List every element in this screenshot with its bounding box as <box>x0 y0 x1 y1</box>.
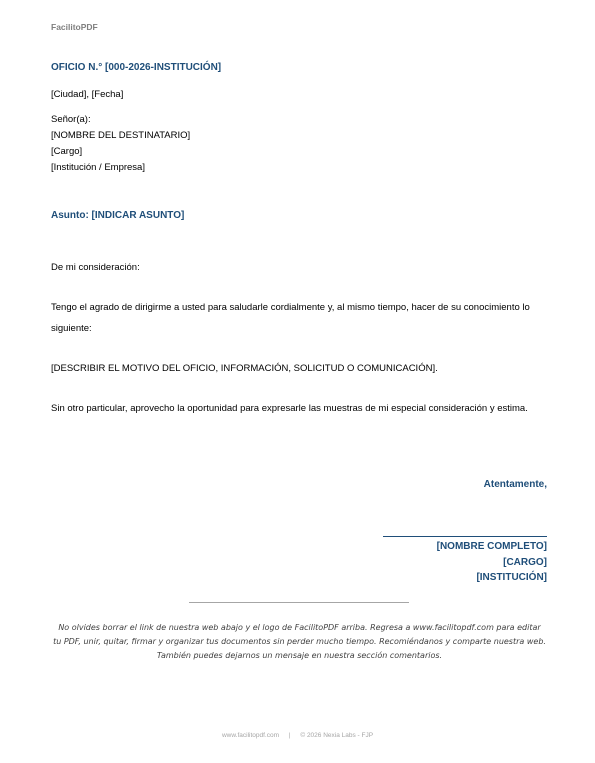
recipient-name: [NOMBRE DEL DESTINATARIO] <box>51 130 191 141</box>
page-footer <box>0 732 595 739</box>
signature-institution: [INSTITUCIÓN] <box>476 572 547 583</box>
signature-position: [CARGO] <box>503 556 547 568</box>
document-title: OFICIO N.° [000-2026-INSTITUCIÓN] <box>51 62 222 73</box>
editor-note <box>47 621 552 663</box>
closing: Atentamente, <box>483 479 547 490</box>
recipient-institution: [Institución / Empresa] <box>51 162 145 173</box>
footer-copyright: © 2026 Nexia Labs - FJP <box>300 732 374 739</box>
recipient-block <box>51 112 190 176</box>
editor-note-line-1: No olvides borrar el link de nuestra web abajo y el logo de FacilitoPDF arriba. Regresa a www.facilitopdf.com para editar <box>58 623 541 632</box>
footer-site-link[interactable]: www.facilitopdf.com <box>221 732 280 739</box>
subject-line: Asunto: [INDICAR ASUNTO] <box>51 210 185 221</box>
body-paragraph-1: Tengo el agrado de dirigirme a usted para saludarle cordialmente y, al mismo tiempo, hacer de su conocimiento lo siguiente: <box>51 302 530 334</box>
separator-line <box>189 602 409 603</box>
recipient-position: [Cargo] <box>51 146 83 157</box>
body-paragraph-2: [DESCRIBIR EL MOTIVO DEL OFICIO, INFORMACIÓN, SOLICITUD O COMUNICACIÓN]. <box>51 363 438 374</box>
brand-logo-text: FacilitoPDF <box>51 22 98 32</box>
signature-line <box>383 536 547 537</box>
body-paragraph-3: Sin otro particular, aprovecho la oportunidad para expresarle las muestras de mi especial consideración y estima. <box>51 403 528 414</box>
footer-separator: | <box>288 732 291 739</box>
recipient-salutation: Señor(a): <box>51 114 91 125</box>
signature-name: [NOMBRE COMPLETO] <box>436 541 547 552</box>
signature-block <box>437 539 547 586</box>
place-date: [Ciudad], [Fecha] <box>51 89 124 100</box>
editor-note-line-3: También puedes dejarnos un mensaje en nuestra sección comentarios. <box>156 651 443 660</box>
greeting: De mi consideración: <box>51 262 140 273</box>
editor-note-line-2: tu PDF, unir, quitar, firmar y organizar tus documentos sin perder mucho tiempo. Recomiéndanos y comparte nuestra web. <box>53 637 546 646</box>
